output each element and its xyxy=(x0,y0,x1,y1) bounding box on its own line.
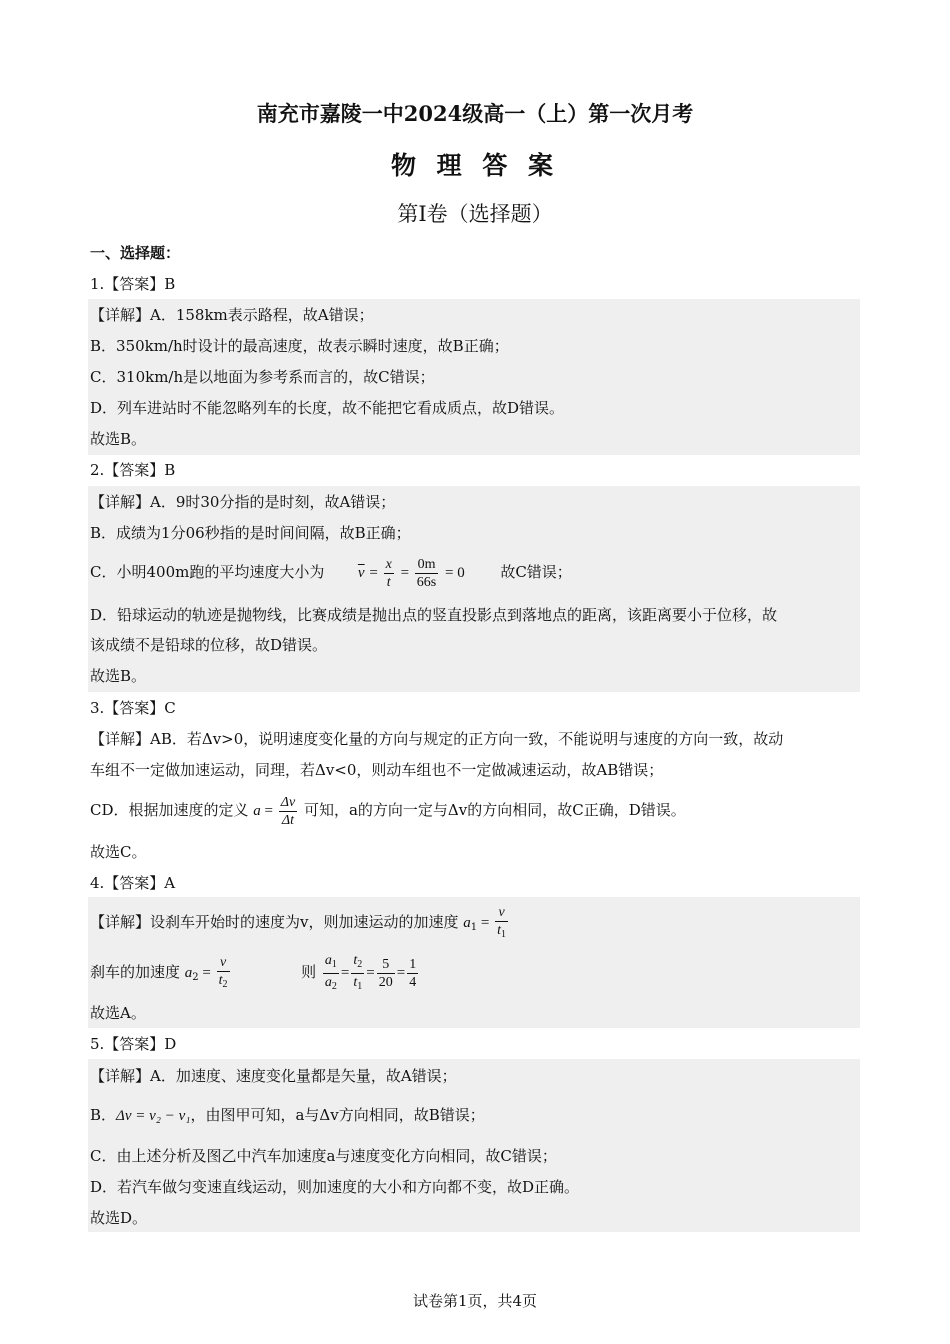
q2-line-c-prefix: C．小明400m跑的平均速度大小为 xyxy=(90,563,325,581)
q5-answer: 5.【答案】D xyxy=(90,1035,177,1053)
q3-conclusion: 故选C。 xyxy=(90,843,147,861)
subject-title: 物 理 答 案 xyxy=(390,151,560,180)
accel-ratio-fraction: $\frac{a_1}{a_2}$ xyxy=(324,952,337,992)
q2-line-b: B．成绩为1分06秒指的是时间间隔，故B正确； xyxy=(90,524,411,542)
q3-line-b-suffix: 可知，a的方向一定与Δv的方向相同，故C正确，D错误。 xyxy=(303,801,686,819)
q2-line-c-suffix: 故C错误； xyxy=(500,563,572,581)
q4-conclusion: 故选A。 xyxy=(90,1004,146,1022)
q3-line-a-cont: 车组不一定做加速运动，同理，若Δv<0，则动车组也不一定做减速运动，故AB错误； xyxy=(90,761,664,779)
q1-line-d: D．列车进站时不能忽略列车的长度，故不能把它看成质点，故D错误。 xyxy=(90,399,565,417)
five-over-twenty-fraction: $\frac{5}{20}$ xyxy=(378,956,393,990)
q1-line-b: B．350km/h时设计的最高速度，故表示瞬时速度，故B正确； xyxy=(90,337,509,355)
q1-line-c: C．310km/h是以地面为参考系而言的，故C错误； xyxy=(90,368,435,386)
time-ratio-fraction: $\frac{t_2}{t_1}$ xyxy=(353,952,363,992)
q4-answer: 4.【答案】A xyxy=(90,874,176,892)
page-footer: 试卷第1页，共4页 xyxy=(412,1292,538,1310)
one-over-four-fraction: $\frac{1}{4}$ xyxy=(409,956,417,990)
q5-line-a: 【详解】A．加速度、速度变化量都是矢量，故A错误； xyxy=(90,1067,457,1085)
q5-line-d: D．若汽车做匀变速直线运动，则加速度的大小和方向都不变，故D正确。 xyxy=(90,1178,580,1196)
average-velocity-symbol: $\overline{v}$ xyxy=(357,565,365,581)
q5-line-b: B．Δv = v₂ − v₁，由图甲可知，a与Δv方向相同，故B错误； xyxy=(90,1106,485,1124)
brake-phase-fraction: $\frac{v}{t_2}$ xyxy=(218,954,228,990)
q3-line-b-prefix: CD．根据加速度的定义 xyxy=(90,801,249,819)
q5-conclusion: 故选D。 xyxy=(90,1209,148,1227)
q3-line-a: 【详解】AB．若Δv>0，说明速度变化量的方向与规定的正方向一致，不能说明与速度的方向一致，故动 xyxy=(90,730,784,748)
q2-line-d: D．铅球运动的轨迹是抛物线，比赛成绩是抛出点的竖直投影点到落地点的距离，该距离要小于位移，故 xyxy=(90,606,778,624)
q3-line-b: CD．根据加速度的定义 a = $\frac{\Delta v}{\Delta t}$ 可知，a的方向一定与Δv的方向相同，故C正确，D错误。 xyxy=(90,794,686,828)
delta-v-formula: Δv = v₂ − v₁ xyxy=(116,1108,191,1124)
distance-over-time-fraction: $\frac{0m}{66s}$ xyxy=(416,556,437,590)
q2-line-a: 【详解】A．9时30分指的是时刻，故A错误； xyxy=(90,493,396,511)
q3-answer: 3.【答案】C xyxy=(90,699,176,717)
q2-line-d-cont: 该成绩不是铅球的位移，故D错误。 xyxy=(90,636,328,654)
q1-line-a: 【详解】A．158km表示路程，故A错误； xyxy=(90,306,374,324)
accel-phase-fraction: $\frac{v}{t_1}$ xyxy=(497,904,506,940)
q4-line-a: 【详解】设刹车开始时的速度为v，则加速运动的加速度 $a_1$ = $\frac{v}{t_1}$ xyxy=(90,900,510,950)
q5-line-c: C．由上述分析及图乙中汽车加速度a与速度变化方向相同，故C错误； xyxy=(90,1147,557,1165)
section-title: 第Ⅰ卷（选择题） xyxy=(397,202,553,226)
q2-line-c: C．小明400m跑的平均速度大小为 $\overline{v}$ = $\frac{x}{t}$ = $\frac{0m}{66s}$ = 0 故C错误； xyxy=(90,556,572,590)
q2-answer: 2.【答案】B xyxy=(90,461,176,479)
x-over-t-fraction: $\frac{x}{t}$ xyxy=(385,556,392,590)
q2-conclusion: 故选B。 xyxy=(90,667,147,685)
q1-conclusion: 故选B。 xyxy=(90,430,147,448)
velocity-result: = 0 xyxy=(445,565,465,581)
q4-line-b: 刹车的加速度 $a_2$ = $\frac{v}{t_2}$ 则 $\frac{a_1}{a_2}$ = $\frac{t_2}{t_1}$ = $\frac{5}{20}$ = $\frac{1}{4}$ xyxy=(90,950,420,1000)
acceleration-definition-fraction: $\frac{\Delta v}{\Delta t}$ xyxy=(280,794,296,828)
q1-answer: 1.【答案】B xyxy=(90,275,176,293)
school-title: 南充市嘉陵一中2024级高一（上）第一次月考 xyxy=(256,101,694,126)
section-heading: 一、选择题： xyxy=(90,244,181,262)
